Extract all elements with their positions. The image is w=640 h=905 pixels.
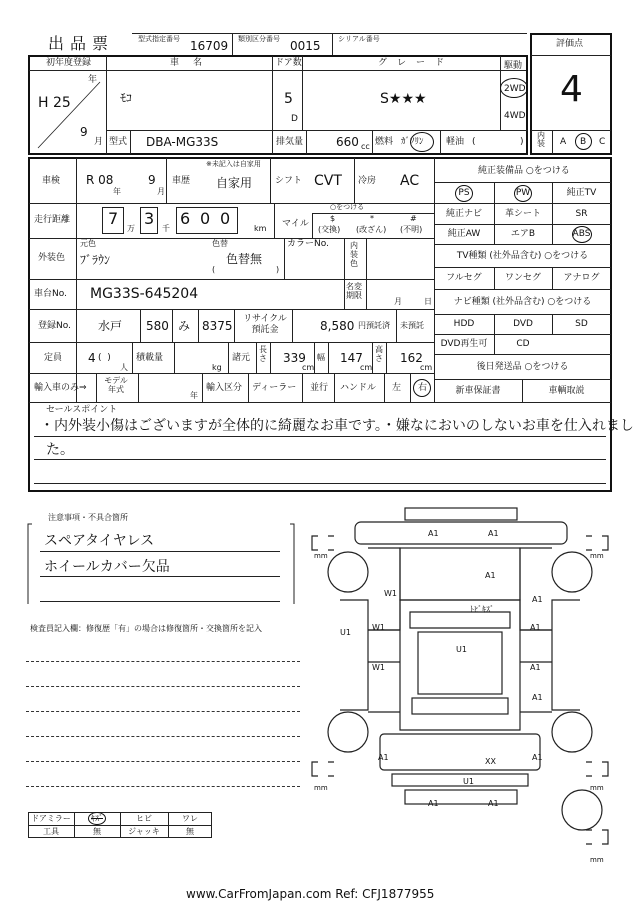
mileage-digit-1: 7 [108, 209, 119, 228]
model-value: DBA-MG33S [146, 135, 219, 149]
handle-label: ハンドル [340, 383, 377, 393]
import-type-label: 輸入区分 [206, 383, 243, 393]
svg-text:W1: W1 [384, 589, 397, 598]
equip-airbag: エアB [510, 229, 536, 239]
grade-label: グレード [378, 58, 455, 68]
import-parallel: 並行 [310, 383, 329, 393]
mirror-scratch-circle [88, 812, 106, 825]
doors-suffix: D [291, 114, 298, 124]
svg-text:A1: A1 [378, 753, 389, 762]
rear-warranty: 新車保証書 [455, 385, 501, 396]
svg-text:A1: A1 [532, 753, 543, 762]
import-label: 輸入車のみ⇒ [34, 383, 87, 393]
svg-text:A1: A1 [532, 693, 543, 702]
score-value: 4 [560, 69, 583, 110]
inspection-era: R 08 [86, 173, 114, 187]
equip-sr: SR [575, 208, 588, 219]
mileage-digit-5: 0 [220, 209, 231, 228]
history-label: 車歴 [172, 176, 191, 186]
door-mirror-label: ドアミラー [31, 813, 71, 823]
exchange-label: (交換) [318, 225, 341, 234]
inspection-month-unit: 月 [157, 187, 165, 196]
recycle-amount: 8,580 [320, 319, 355, 333]
navi-sd: SD [575, 319, 588, 329]
interior-b-circle [575, 133, 592, 150]
equip-abs: ABS [572, 229, 591, 239]
height-value: 162 [400, 351, 423, 365]
equip-ps-circle [455, 185, 473, 202]
mileage-sen: 千 [162, 224, 170, 233]
reg-city: 水戸 [98, 319, 123, 333]
altered-label: (改ざん) [356, 225, 387, 234]
mileage-man: 万 [127, 224, 135, 233]
mirror-break-label: ワレ [182, 813, 198, 823]
person-unit: 人 [120, 363, 128, 372]
reg-kana: み [178, 319, 191, 333]
svg-text:A1: A1 [485, 571, 496, 580]
equip-abs-circle [572, 226, 592, 243]
interior-b: B [580, 137, 587, 147]
title-month: 月 [394, 297, 402, 306]
navi-dvd: DVD [513, 319, 533, 329]
navi-title: ナビ種類 (社外品含む) ○をつける [453, 296, 592, 307]
tv-analog: アナログ [563, 273, 600, 283]
car-damage-diagram [300, 500, 620, 880]
mileage-digit-4: 0 [200, 209, 211, 228]
inspection-year-unit: 年 [113, 187, 121, 196]
model-approval-no: 16709 [190, 39, 229, 53]
inspector-label: 検査員記入欄：修復歴「有」の場合は修復箇所・交換箇所を記入 [30, 624, 262, 633]
fuel-label: 燃料 [375, 137, 394, 147]
orig-color: ﾌﾞﾗｳﾝ [80, 253, 111, 267]
car-name-label: 車名 [170, 58, 217, 68]
reg-class: 580 [146, 319, 169, 333]
svg-text:U1: U1 [456, 645, 467, 654]
svg-text:U1: U1 [463, 777, 474, 786]
svg-text:A1: A1 [530, 663, 541, 672]
reg-number: 8375 [202, 319, 233, 333]
history-note: ※未記入は自家用 [206, 160, 261, 168]
year-unit: 年 [88, 75, 98, 85]
tools-label: 工具 [43, 826, 59, 836]
equip-pw-circle [514, 185, 532, 202]
model-label: 型式 [109, 137, 128, 147]
shift-label: シフト [275, 176, 303, 186]
recycle-unpaid: 未預託 [400, 321, 424, 330]
handle-right: 右 [418, 383, 428, 393]
mirror-crack-label: ヒビ [136, 813, 152, 823]
notes-label: 注意事項・不具合箇所 [48, 513, 128, 522]
sales-line-2: た。 [46, 442, 74, 458]
mileage-km: km [254, 224, 267, 233]
chassis-label: 車台No. [34, 289, 67, 299]
ac-label: 冷房 [358, 176, 377, 186]
category-label: 類別区分番号 [238, 35, 280, 43]
length-label: 長さ [259, 345, 267, 363]
repaint-value: 色替無 [226, 252, 263, 266]
footer-ref: www.CarFromJapan.com Ref: CFJ1877955 [186, 887, 435, 901]
repaint-label: 色替 [212, 239, 228, 248]
mile-label: マイル [282, 219, 309, 229]
handle-left: 左 [392, 383, 402, 393]
equip-tv: 純正TV [566, 187, 597, 198]
equip-ps: PS [458, 187, 470, 198]
category-no: 0015 [290, 39, 321, 53]
svg-text:XX: XX [485, 757, 496, 766]
first-reg-year: H 25 [38, 95, 71, 111]
sheet-title: 出品票 [48, 34, 115, 53]
jack-value: 無 [186, 826, 194, 836]
svg-text:A1: A1 [428, 529, 439, 538]
dims-label: 諸元 [232, 353, 251, 363]
drive-2wd: 2WD [504, 84, 526, 94]
load-label: 積載量 [136, 353, 164, 363]
dvd-playback: DVD再生可 [440, 339, 488, 349]
mileage-circle-note: ○をつける [330, 203, 365, 211]
svg-text:mm: mm [314, 552, 328, 560]
paren-close: ) [520, 137, 524, 147]
unknown-symbol: # [410, 214, 417, 223]
jack-label: ジャッキ [128, 826, 160, 836]
inspection-month: 9 [148, 173, 156, 187]
length-cm: cm [302, 363, 315, 372]
orig-color-label: 元色 [80, 239, 96, 248]
interior-a: A [560, 137, 567, 147]
capacity-value: 4 [88, 351, 96, 365]
ac-value: AC [400, 173, 420, 189]
model-approval-label: 型式指定番号 [138, 35, 180, 43]
svg-text:A1: A1 [428, 799, 439, 808]
cd-label: CD [516, 339, 530, 349]
note-item-1: スペアタイヤレス [44, 533, 155, 549]
exchange-symbol: $ [330, 214, 336, 223]
unknown-label: (不明) [400, 225, 423, 234]
exterior-label: 外装色 [38, 253, 66, 263]
color-no-label: カラーNo. [287, 239, 329, 249]
equip-leather: 革シート [504, 208, 541, 219]
doors-value: 5 [284, 91, 293, 107]
door-mirror-value: ｷｽﾞ [91, 813, 103, 823]
recycle-label: リサイクル預託金 [243, 314, 287, 335]
svg-text:mm: mm [314, 784, 328, 792]
svg-text:U1: U1 [340, 628, 351, 637]
grade-value: S★★★ [380, 91, 427, 107]
svg-text:A1: A1 [532, 595, 543, 604]
car-name: ﾓｺ [120, 91, 133, 105]
paren-open: ( [472, 137, 476, 147]
svg-text:mm: mm [590, 856, 604, 864]
displacement-value: 660 [336, 135, 359, 149]
fuel-circle [410, 132, 434, 152]
interior-color-label: 内装色 [350, 241, 358, 268]
chassis-no: MG33S-645204 [90, 286, 199, 302]
title-day: 日 [424, 297, 432, 306]
first-reg-label: 初年度登録 [46, 58, 92, 68]
interior-label: 内装 [537, 131, 545, 148]
rear-manual: 車輌取説 [548, 385, 585, 396]
equipment-title: 純正装備品 ○をつける [478, 166, 570, 176]
svg-text:W1: W1 [372, 663, 385, 672]
height-cm: cm [420, 363, 433, 372]
displacement-unit: cc [361, 142, 370, 151]
equip-aw: 純正AW [447, 229, 481, 239]
mileage-digit-2: 3 [144, 209, 155, 228]
tv-full: フルセグ [446, 273, 482, 283]
width-value: 147 [340, 351, 363, 365]
equip-navi: 純正ナビ [445, 208, 482, 219]
svg-text:mm: mm [590, 552, 604, 560]
sales-line-1: ・内外装小傷はございますが全体的に綺麗なお車です。・嫌なにおいのしないお車を仕入れまし [40, 418, 634, 434]
tv-title: TV種類 (社外品含む) ○をつける [456, 250, 589, 261]
width-label: 幅 [317, 353, 325, 362]
model-year-unit: 年 [190, 391, 198, 400]
month-unit: 月 [94, 137, 104, 147]
capacity-label: 定員 [44, 353, 63, 363]
tools-value: 無 [93, 826, 101, 836]
length-value: 339 [283, 351, 306, 365]
tv-one: ワンセグ [504, 273, 541, 283]
svg-text:ﾄﾋﾞｷｽﾞ: ﾄﾋﾞｷｽﾞ [470, 605, 494, 614]
mileage-label: 走行距離 [34, 215, 71, 225]
score-label: 評価点 [556, 39, 584, 49]
svg-text:A1: A1 [488, 799, 499, 808]
drive-4wd: 4WD [504, 111, 526, 121]
title-expiry-label: 名変期限 [346, 282, 362, 301]
altered-symbol: * [370, 214, 374, 223]
note-item-2: ホイールカバー欠品 [44, 559, 170, 575]
reg-label: 登録No. [38, 321, 71, 331]
fuel-value: ｶﾞｿﾘﾝ [401, 137, 424, 147]
drive-label: 駆動 [504, 61, 523, 71]
navi-hdd: HDD [453, 319, 475, 329]
height-label: 高さ [375, 345, 383, 363]
doors-label: ドア数 [275, 58, 302, 68]
drive-2wd-circle [500, 78, 528, 98]
handle-right-circle [413, 379, 431, 397]
svg-text:mm: mm [590, 784, 604, 792]
svg-text:A1: A1 [530, 623, 541, 632]
displacement-label: 排気量 [276, 137, 304, 147]
import-dealer: ディーラー [252, 383, 297, 393]
width-cm: cm [360, 363, 373, 372]
svg-text:W1: W1 [372, 623, 385, 632]
diesel-label: 軽油 [446, 137, 465, 147]
serial-label: シリアル番号 [338, 35, 380, 43]
equip-pw: PW [515, 187, 531, 198]
interior-c: C [599, 137, 606, 147]
rear-title: 後日発送品 ○をつける [476, 361, 569, 372]
first-reg-month: 9 [80, 125, 88, 139]
shift-value: CVT [314, 173, 342, 189]
sales-label: セールスポイント [46, 405, 118, 415]
mileage-digit-3: 6 [180, 209, 191, 228]
history-value: 自家用 [216, 176, 253, 190]
load-kg: kg [212, 363, 222, 372]
model-year-label: モデル年式 [104, 376, 128, 395]
inspection-label: 車検 [42, 176, 61, 186]
recycle-status: 円預託済 [358, 321, 390, 330]
svg-text:A1: A1 [488, 529, 499, 538]
